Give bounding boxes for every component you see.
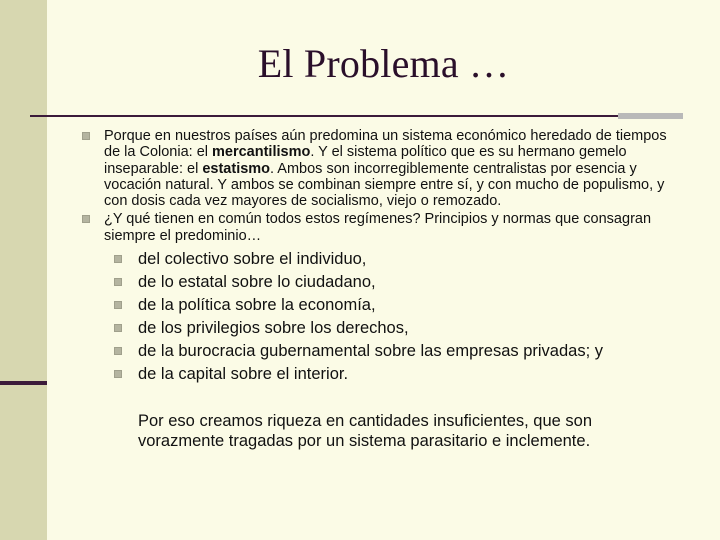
title-divider-grey-segment: [618, 113, 683, 119]
square-bullet-icon: [114, 255, 122, 263]
bullet-question: [82, 211, 682, 244]
bullet-text-bold-estatismo: estatismo: [202, 160, 271, 177]
sub-bullet-item: [114, 363, 682, 386]
closing-paragraph: Por eso creamos riqueza en cantidades insuficientes, que son vorazmente tragadas por un sistema parasitario e inclemente.: [138, 412, 593, 451]
left-decorative-band: [0, 0, 47, 540]
sub-bullet-item: [114, 271, 682, 294]
sub-bullet-item: [114, 317, 682, 340]
title-divider: [30, 115, 618, 117]
square-bullet-icon: [114, 370, 122, 378]
square-bullet-icon: [82, 215, 90, 223]
sub-bullet-text: de la capital sobre el interior.: [138, 365, 349, 384]
left-band-accent-mark: [0, 381, 47, 385]
sub-bullet-list: [114, 248, 682, 386]
slide-title: El Problema …: [257, 41, 510, 86]
bullet-text-segment: . Ambos son incorregiblemente centralistas por esencia y vocación natural. Y ambos se combinan siempre entre sí, y con mucho de populismo, y con dosis cada vez mayores de socialismo, viejo o remozado.: [104, 160, 665, 210]
square-bullet-icon: [114, 347, 122, 355]
bullet-text: ¿Y qué tienen en común todos estos regímenes? Principios y normas que consagran siempre el predominio…: [104, 211, 652, 244]
sub-bullet-text: de la burocracia gubernamental sobre las empresas privadas; y: [138, 342, 603, 361]
sub-bullet-text: del colectivo sobre el individuo,: [138, 250, 367, 269]
slide-body: [82, 128, 682, 451]
bullet-text: [104, 128, 667, 209]
bullet-text-segment: . Y el sistema político que es su hermano gemelo inseparable: el: [104, 144, 627, 177]
square-bullet-icon: [114, 278, 122, 286]
square-bullet-icon: [114, 301, 122, 309]
sub-bullet-text: de los privilegios sobre los derechos,: [138, 319, 409, 338]
square-bullet-icon: [114, 324, 122, 332]
bullet-text-bold-mercantilismo: mercantilismo: [212, 144, 311, 161]
square-bullet-icon: [82, 132, 90, 140]
sub-bullet-item: [114, 294, 682, 317]
sub-bullet-text: de lo estatal sobre lo ciudadano,: [138, 273, 376, 292]
sub-bullet-item: [114, 340, 682, 363]
sub-bullet-item: [114, 248, 682, 271]
bullet-text-segment: Porque en nuestros países aún predomina un sistema económico heredado de tiempos de la Colonia: el: [104, 128, 667, 161]
bullet-mercantilismo: [82, 128, 682, 209]
sub-bullet-text: de la política sobre la economía,: [138, 296, 376, 315]
